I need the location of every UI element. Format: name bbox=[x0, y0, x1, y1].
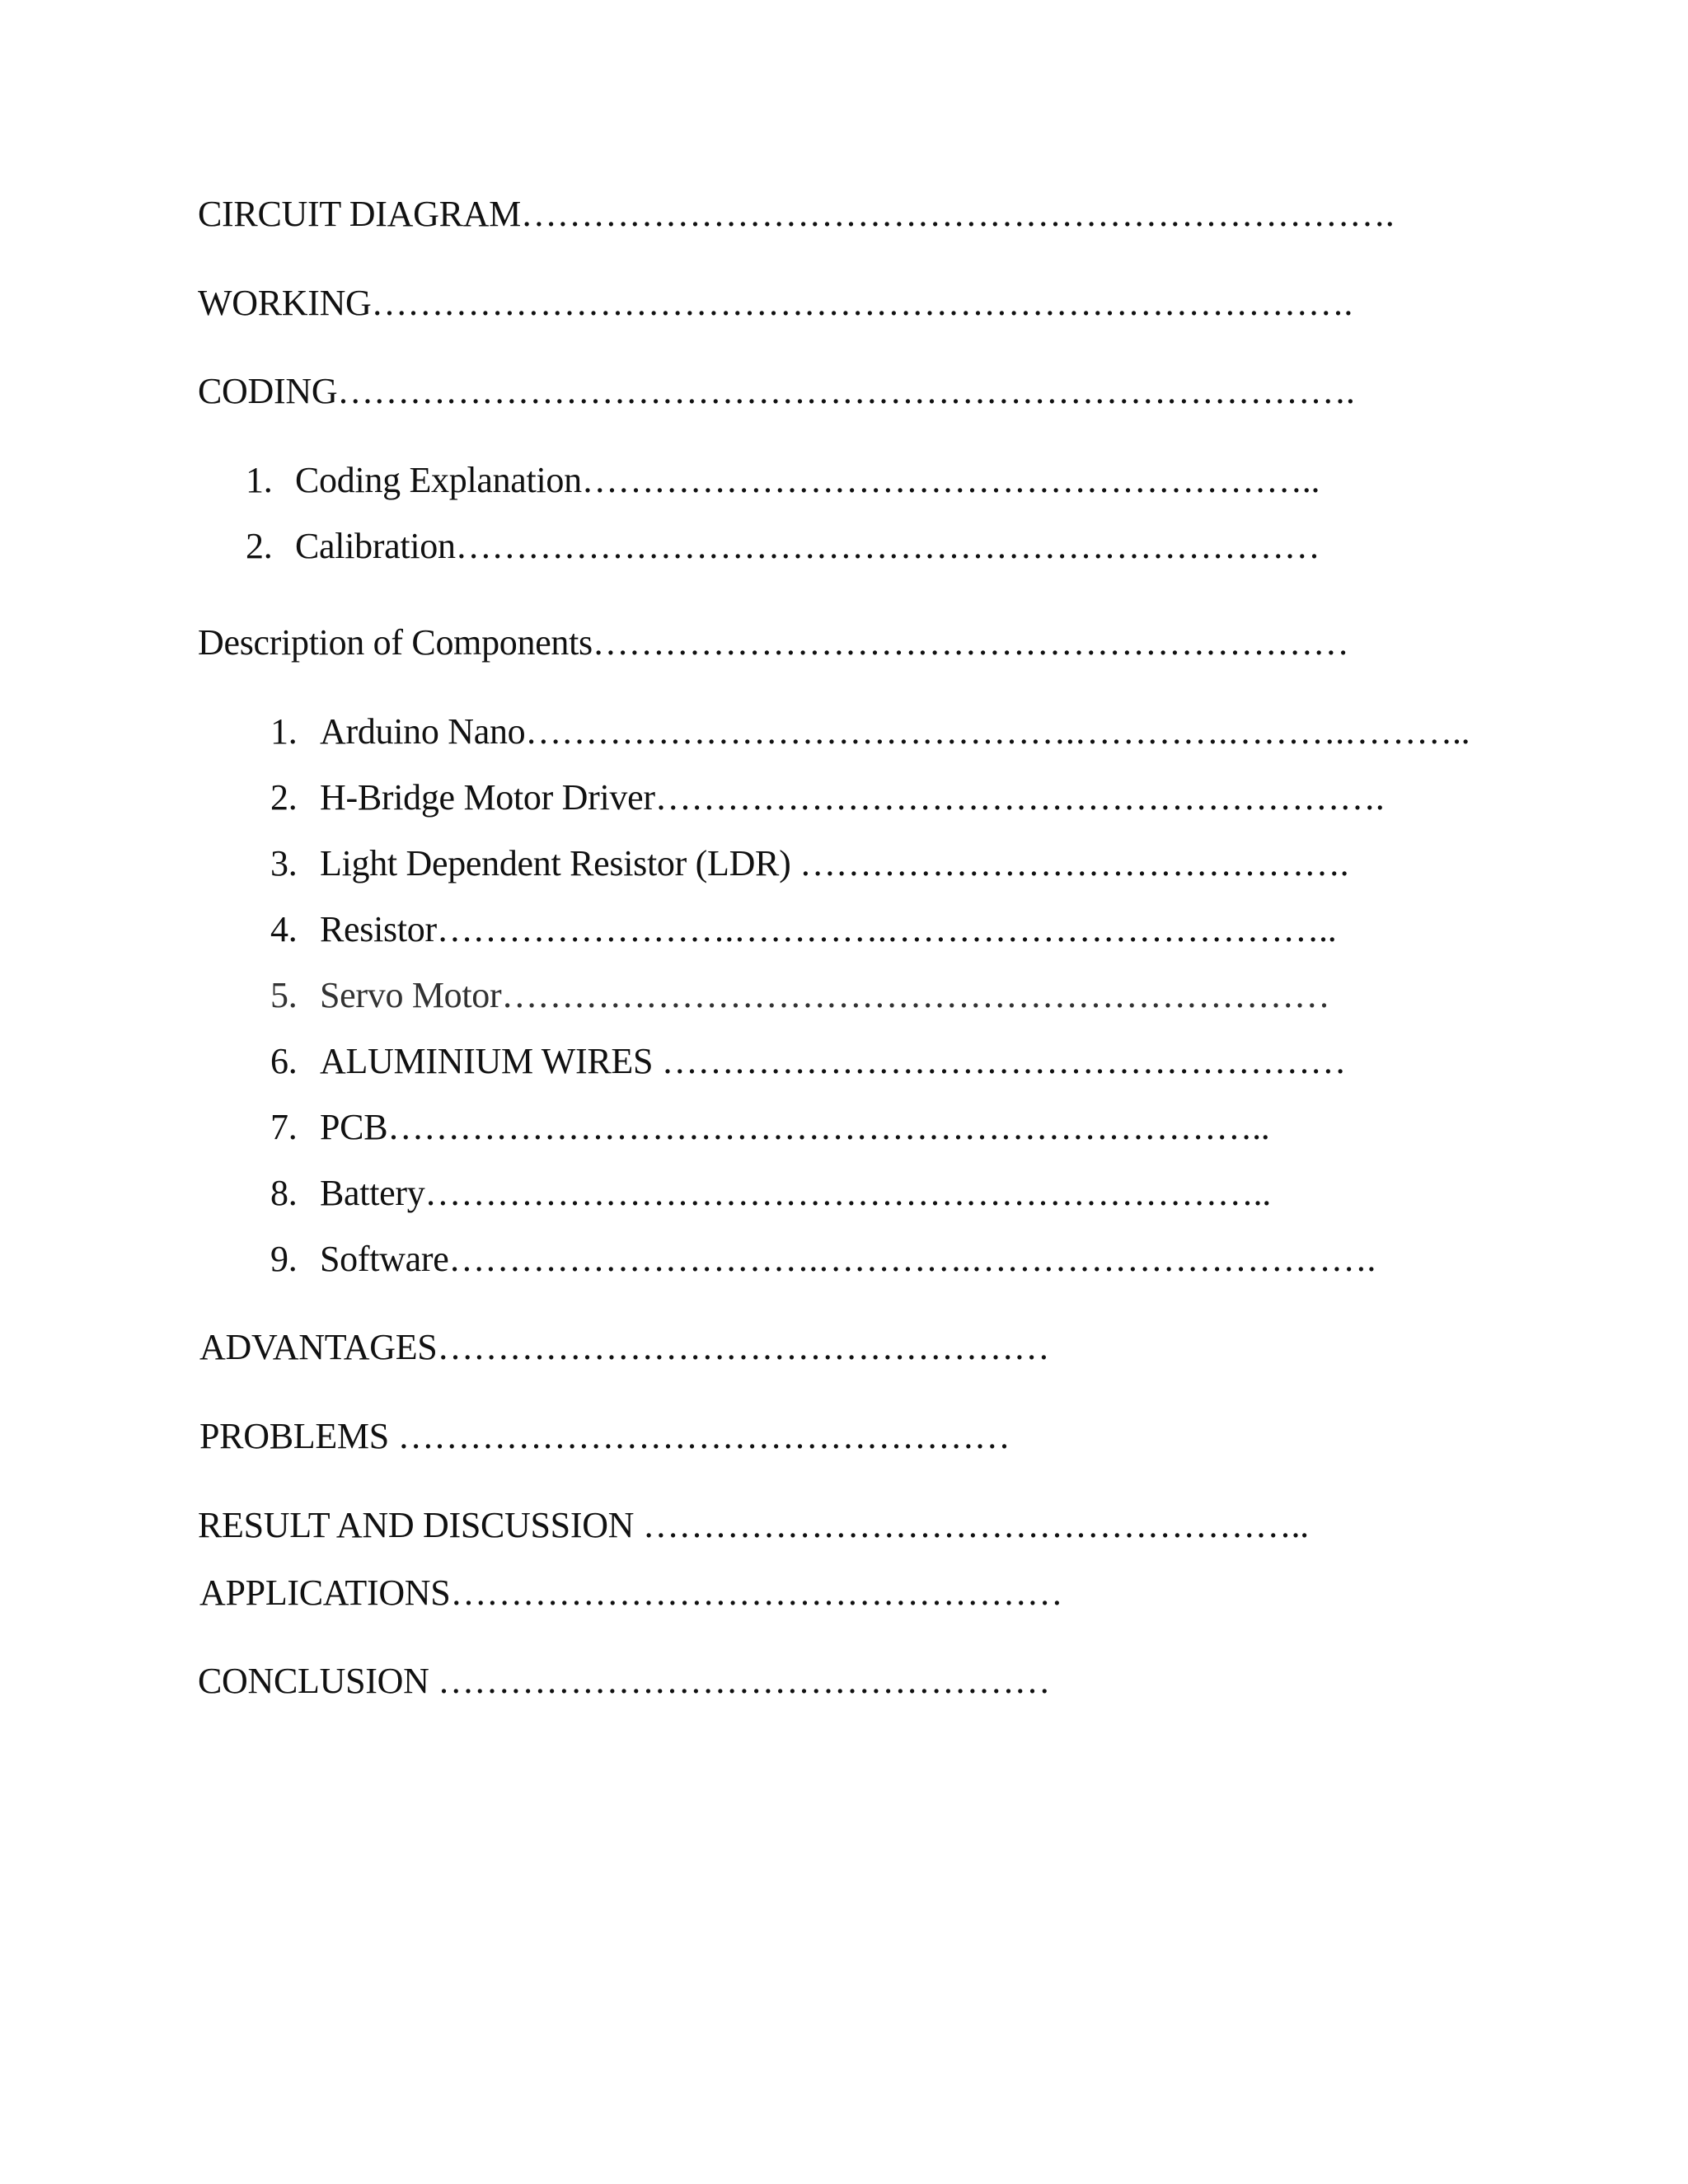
toc-entry-description-of-components: Description of Components……………………………………………………… bbox=[198, 622, 1349, 663]
toc-subentry-battery bbox=[270, 1170, 1271, 1216]
toc-entry-advantages: ADVANTAGES…………………………………………… bbox=[199, 1327, 1050, 1367]
list-number: 7. bbox=[270, 1107, 298, 1147]
toc-subentry-h-bridge bbox=[270, 775, 1384, 821]
toc-subentry-aluminium-wires bbox=[270, 1038, 1346, 1085]
list-item-text: Battery…………………………………………………………….. bbox=[320, 1173, 1271, 1213]
toc-entry-conclusion: CONCLUSION …………………………………………… bbox=[198, 1661, 1051, 1701]
list-item-text: Coding Explanation…………………………………………………….. bbox=[295, 460, 1320, 500]
list-number: 1. bbox=[246, 460, 273, 500]
toc-subentry-ldr bbox=[270, 841, 1348, 887]
toc-entry-problems: PROBLEMS …………………………………………… bbox=[199, 1416, 1010, 1456]
list-item-text: Servo Motor…………………………………………………………… bbox=[320, 975, 1330, 1015]
toc-entry-working: WORKING………………………………………………………………………. bbox=[198, 283, 1353, 323]
list-number: 1. bbox=[270, 711, 298, 752]
list-item-text: Light Dependent Resistor (LDR) ………………………………………. bbox=[320, 843, 1349, 883]
toc-entry-result-and-discussion: RESULT AND DISCUSSION ……………………………………………….. bbox=[198, 1505, 1309, 1545]
list-number: 3. bbox=[270, 843, 298, 883]
list-item-text: PCB……………………………………………………………….. bbox=[320, 1107, 1270, 1147]
toc-subentry-calibration bbox=[246, 523, 1320, 569]
list-item-text: Resistor…………………….………….……………………………….. bbox=[320, 909, 1337, 949]
list-number: 4. bbox=[270, 909, 298, 949]
list-item-text: H-Bridge Motor Driver……………………………………………………. bbox=[320, 777, 1385, 818]
list-item-text: Software………………………….………….……………………………. bbox=[320, 1239, 1376, 1279]
list-number: 6. bbox=[270, 1041, 298, 1081]
list-item-text: Calibration……………………………………………………………… bbox=[295, 526, 1320, 566]
list-item-text: ALUMINIUM WIRES ………………………………………………… bbox=[320, 1041, 1347, 1081]
list-number: 8. bbox=[270, 1173, 298, 1213]
list-number: 5. bbox=[270, 975, 298, 1015]
list-number: 2. bbox=[246, 526, 273, 566]
toc-subentry-coding-explanation bbox=[246, 457, 1320, 504]
list-number: 2. bbox=[270, 777, 298, 818]
list-number: 9. bbox=[270, 1239, 298, 1279]
toc-subentry-resistor bbox=[270, 907, 1336, 953]
toc-subentry-software bbox=[270, 1236, 1376, 1282]
toc-subentry-servo-motor bbox=[270, 972, 1329, 1019]
toc-entry-applications: APPLICATIONS…………………………………………… bbox=[199, 1572, 1063, 1613]
toc-entry-coding: CODING…………………………………………………………………………. bbox=[198, 371, 1355, 411]
list-item-text: Arduino Nano……………………………………….………….……….……….. bbox=[320, 711, 1470, 752]
toc-subentry-pcb bbox=[270, 1104, 1269, 1151]
toc-subentry-arduino-nano bbox=[270, 709, 1470, 755]
toc-entry-circuit-diagram: CIRCUIT DIAGRAM………………………………………………………………. bbox=[198, 194, 1395, 234]
